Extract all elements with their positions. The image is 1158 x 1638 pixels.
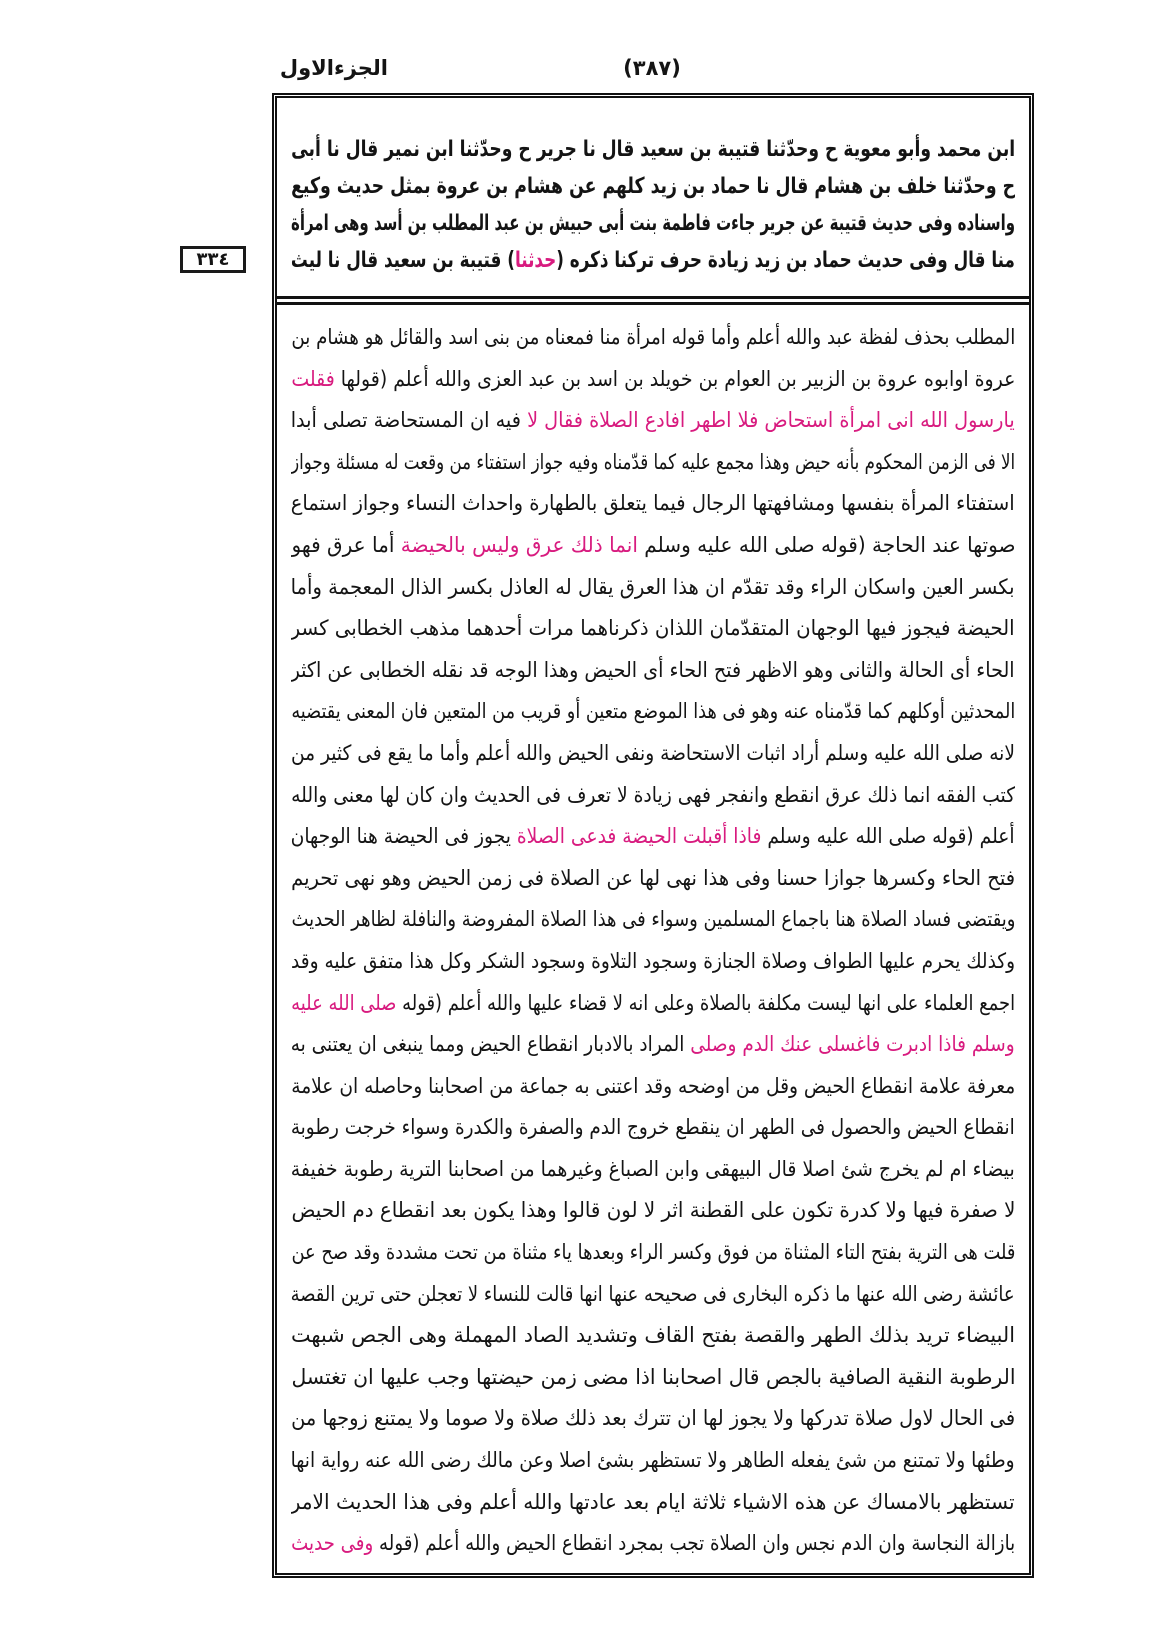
commentary-line-content (291, 691, 1015, 733)
text-run: كتب الفقه انما ذلك عرق انقطع وانفجر فهى زيادة لا تعرف فى الحديث وان كان لها معنى والله (291, 782, 1015, 807)
text-run: واسناده وفى حديث قتيبة عن جرير جاءت فاطمة بنت أبى حبيش بن عبد المطلب بن أسد وهى امرأة (291, 211, 1015, 236)
text-run: فى الحال لاول صلاة تدركها ولا يجوز لها ان تترك بعد ذلك صلاة ولا صوما ولا يمتنع زوجها من (291, 1406, 1015, 1431)
commentary-line (291, 1107, 1015, 1149)
commentary-line (291, 1149, 1015, 1191)
text-run: بيضاء ام لم يخرج شئ اصلا قال البيهقى وابن الصباغ وغيرهما من اصحابنا الترية رطوبة خفيفة (291, 1156, 1015, 1181)
commentary-line (291, 1232, 1015, 1274)
commentary-line (291, 359, 1015, 401)
text-run: صوتها عند الحاجة (قوله صلى الله عليه وسلم (637, 532, 1015, 557)
commentary-line-content (291, 899, 1015, 941)
matn-line-content (291, 242, 1015, 279)
matn-line (291, 131, 1015, 168)
commentary-line (291, 1398, 1015, 1440)
text-run: البيضاء تريد بذلك الطهر والقصة بفتح القاف وتشديد الصاد المهملة وهى الجص شبهت (291, 1323, 1015, 1348)
hadith-number-box: ٣٣٤ (180, 246, 246, 273)
commentary-line (291, 1066, 1015, 1108)
commentary-line (291, 1024, 1015, 1066)
volume-label: الجزءالاول (279, 56, 388, 80)
commentary-line (291, 483, 1015, 525)
highlighted-quote: حدثنا (515, 248, 557, 273)
text-run: ويقتضى فساد الصلاة هنا باجماع المسلمين وسواء فى هذا الصلاة المفروضة والنافلة لظاهر الحديث (291, 907, 1015, 932)
commentary-line-content (291, 941, 1015, 983)
commentary-line (291, 1190, 1015, 1232)
text-run: عروة اوابوه عروة بن الزبير بن العوام بن خويلد بن اسد بن عبد العزى والله أعلم (قولها (334, 366, 1015, 391)
text-run: المحدثين أوكلهم كما قدّمناه عنه وهو فى هذا الموضع متعين أو قريب من المتعين فان المعنى يقتضيه (291, 699, 1015, 724)
text-run: اجمع العلماء على انها ليست مكلفة بالصلاة وعلى انه لا قضاء عليها والله أعلم (قوله (396, 990, 1015, 1015)
commentary-line-content (291, 608, 1015, 650)
commentary-line (291, 1274, 1015, 1316)
commentary-line-content (291, 1523, 1015, 1565)
text-run: الحاء أى الحالة والثانى وهو الاظهر فتح الحاء أى الحيض وهذا الوجه قد نقله الخطابى عن اكثر (291, 657, 1015, 682)
commentary-line-content (291, 1482, 1015, 1524)
commentary-line-content (291, 858, 1015, 900)
commentary-line-content (291, 442, 1015, 484)
commentary-line (291, 650, 1015, 692)
commentary-line-content (291, 816, 1015, 858)
text-run: معرفة علامة انقطاع الحيض وقل من اوضحه وقد اعتنى به جماعة من اصحابنا وحاصله ان علامة (291, 1073, 1015, 1098)
highlighted-quote: وفى حديث (291, 1531, 374, 1556)
text-frame (272, 93, 1034, 1578)
commentary-line-content (291, 1440, 1015, 1482)
commentary-line (291, 567, 1015, 609)
commentary-line-content (291, 1274, 1015, 1316)
commentary-line (291, 1357, 1015, 1399)
text-run: ابن محمد وأبو معوية ح وحدّثنا قتيبة بن سعيد قال نا جرير ح وحدّثنا ابن نمير قال نا أبى (291, 137, 1015, 162)
text-run: بازالة النجاسة وان الدم نجس وان الصلاة تجب بمجرد انقطاع الحيض والله أعلم (قوله (373, 1531, 1015, 1556)
commentary-line (291, 1315, 1015, 1357)
commentary-line-content (291, 733, 1015, 775)
text-run: بكسر العين واسكان الراء وقد تقدّم ان هذا العرق يقال له العاذل بكسر الذال المعجمة وأما (291, 574, 1015, 599)
commentary-line (291, 525, 1015, 567)
commentary-line (291, 733, 1015, 775)
matn-line (291, 205, 1015, 242)
text-run: عائشة رضى الله عنها ما ذكره البخارى فى صحيحه عنها انها قالت للنساء لا تعجلن حتى ترين القصة (291, 1281, 1015, 1306)
commentary-line-content (291, 525, 1015, 567)
commentary-line (291, 1523, 1015, 1565)
hadith-text (291, 131, 1015, 279)
commentary-line-content (291, 400, 1015, 442)
highlighted-quote: انما ذلك عرق وليس بالحيضة (400, 532, 638, 557)
matn-line-content (291, 168, 1015, 205)
commentary-line (291, 899, 1015, 941)
commentary-line-content (291, 775, 1015, 817)
highlighted-quote: يارسول الله انى امرأة استحاض فلا اطهر افادع الصلاة فقال لا (527, 408, 1015, 433)
commentary-line (291, 1440, 1015, 1482)
section-divider (277, 296, 1029, 305)
highlighted-quote: فاذا أقبلت الحيضة فدعى الصلاة (517, 824, 762, 849)
text-run: المراد بالادبار انقطاع الحيض ومما ينبغى ان يعتنى به (291, 1032, 691, 1057)
commentary-line (291, 775, 1015, 817)
commentary-line (291, 317, 1015, 359)
text-run: الرطوبة النقية الصافية بالجص قال اصحابنا اذا مضى زمن حيضتها وجب عليها ان تغتسل (291, 1364, 1015, 1389)
commentary-line-content (291, 483, 1015, 525)
text-run: تستظهر بالامساك عن هذه الاشياء ثلاثة ايام بعد عادتها والله أعلم وفى هذا الحديث الامر (291, 1489, 1015, 1514)
commentary-line (291, 858, 1015, 900)
matn-line (291, 168, 1015, 205)
commentary-line-content (291, 1024, 1015, 1066)
matn-line-content (291, 131, 1015, 168)
text-run: أعلم (قوله صلى الله عليه وسلم (761, 824, 1015, 849)
text-run: يجوز فى الحيضة هنا الوجهان (291, 824, 518, 849)
commentary-line (291, 941, 1015, 983)
commentary-line-content (291, 1190, 1015, 1232)
text-run: انقطاع الحيض والحصول فى الطهر ان ينقطع خروج الدم والصفرة والكدرة وسواء خرجت رطوبة (291, 1115, 1015, 1140)
text-run: قلت هى الترية بفتح التاء المثناة من فوق وكسر الراء وبعدها ياء مثناة من تحت مشددة وقد صح عن (291, 1240, 1015, 1265)
text-run: وكذلك يحرم عليها الطواف وصلاة الجنازة وسجود التلاوة وسجود الشكر وكل هذا متفق عليه وقد (291, 948, 1015, 973)
commentary-line-content (291, 1107, 1015, 1149)
commentary-line-content (291, 650, 1015, 692)
text-run: لا صفرة فيها ولا كدرة تكون على القطنة اثر لا لون قالوا وهذا يكون بعد انقطاع دم الحيض (291, 1198, 1015, 1223)
commentary-line (291, 816, 1015, 858)
text-run: ح وحدّثنا خلف بن هشام قال نا حماد بن زيد كلهم عن هشام بن عروة بمثل حديث وكيع (291, 174, 1015, 199)
commentary-text (291, 317, 1015, 1565)
highlighted-quote: فقلت (291, 366, 335, 391)
text-run: الا فى الزمن المحكوم بأنه حيض وهذا مجمع عليه كما قدّمناه وفيه جواز استفتاء من وقعت له مسئلة وجواز (291, 449, 1015, 474)
commentary-line (291, 983, 1015, 1025)
text-run: المطلب بحذف لفظة عبد والله أعلم وأما قوله امرأة منا فمعناه من بنى اسد والقائل هو هشام بن (291, 325, 1015, 349)
commentary-line (291, 691, 1015, 733)
text-run: فتح الحاء وكسرها جوازا حسنا وفى هذا نهى لها عن الصلاة فى زمن الحيض وهو نهى تحريم (291, 865, 1015, 890)
matn-line (291, 242, 1015, 279)
commentary-line-content (291, 567, 1015, 609)
text-run: استفتاء المرأة بنفسها ومشافهتها الرجال فيما يتعلق بالطهارة واحداث النساء وجواز استماع (291, 491, 1015, 516)
text-run: أما عرق فهو (291, 532, 401, 557)
text-run: منا قال وفى حديث حماد بن زيد زيادة حرف تركنا ذكره ( (556, 248, 1015, 273)
commentary-line-content (291, 1149, 1015, 1191)
commentary-line-content (291, 359, 1015, 401)
page-number: (٣٨٧) (623, 56, 681, 80)
commentary-line (291, 608, 1015, 650)
commentary-line-content (291, 1066, 1015, 1108)
highlighted-quote: صلى الله عليه (291, 990, 397, 1015)
commentary-line-content (291, 317, 1015, 359)
commentary-line-content (291, 1232, 1015, 1274)
commentary-line-content (291, 1398, 1015, 1440)
text-run: لانه صلى الله عليه وسلم أراد اثبات الاستحاضة ونفى الحيض والله أعلم وأما ما يقع فى كثير من (291, 740, 1015, 765)
matn-line-content (291, 205, 1015, 242)
text-run: فيه ان المستحاضة تصلى أبدا (291, 408, 528, 433)
text-run: وطئها ولا تمتنع من شئ يفعله الطاهر ولا تستظهر بشئ اصلا وعن مالك رضى الله عنه رواية انها (291, 1448, 1015, 1473)
commentary-line-content (291, 983, 1015, 1025)
text-run: الحيضة فيجوز فيها الوجهان المتقدّمان اللذان ذكرناهما مرات أحدهما مذهب الخطابى كسر (291, 616, 1015, 641)
highlighted-quote: وسلم فاذا ادبرت فاغسلى عنك الدم وصلى (690, 1032, 1015, 1057)
commentary-line-content (291, 1357, 1015, 1399)
commentary-line (291, 1482, 1015, 1524)
commentary-line (291, 400, 1015, 442)
commentary-line-content (291, 1315, 1015, 1357)
text-run: ) قتيبة بن سعيد قال نا ليث (291, 248, 516, 273)
commentary-line (291, 442, 1015, 484)
